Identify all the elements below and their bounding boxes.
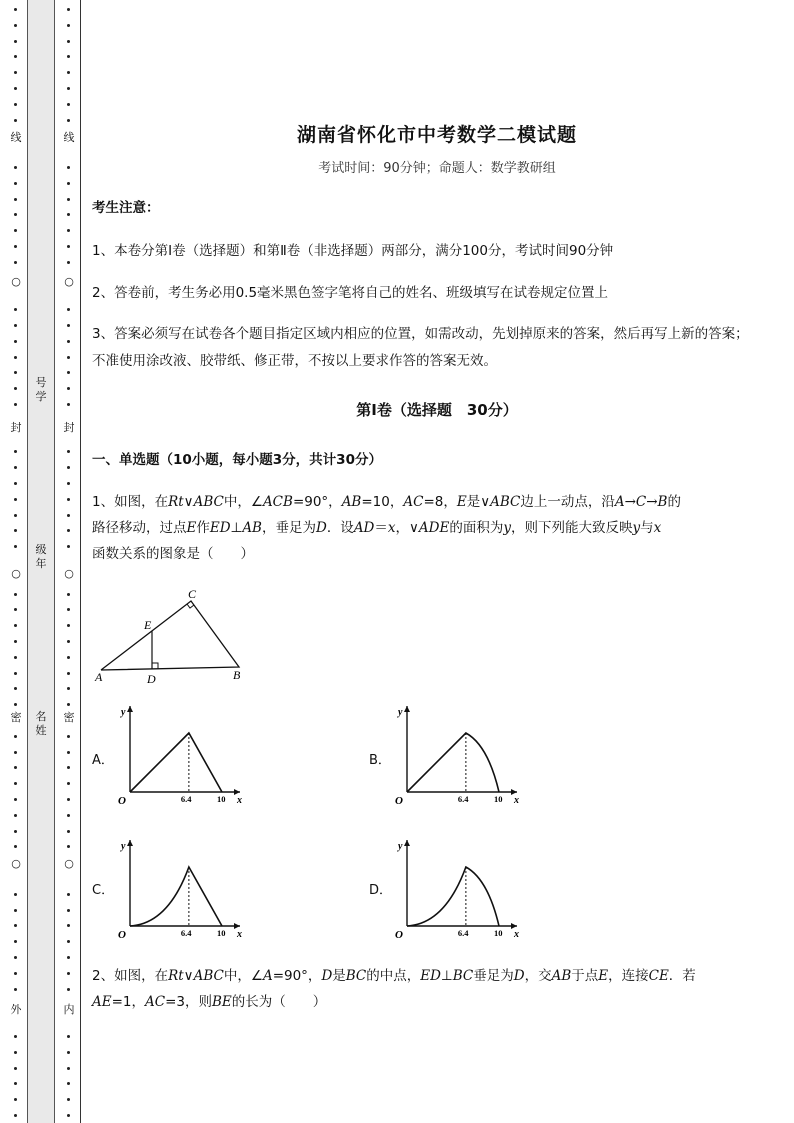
math-expr: A→C→B [614, 494, 668, 510]
q-text: ．若 [668, 968, 696, 984]
dot [67, 545, 70, 548]
math-expr: Rt∨ABC [168, 968, 224, 984]
dot [14, 71, 17, 74]
exam-subtitle: 考试时间：90分钟；命题人：数学教研组 [318, 161, 556, 176]
dot [67, 830, 70, 833]
dot [14, 735, 17, 738]
q-text: 垂足为 [473, 968, 514, 984]
y-axis-label: y [121, 841, 126, 852]
dot [14, 956, 17, 959]
math-expr: AC [145, 994, 166, 1010]
q-text: ，连接 [608, 968, 649, 984]
q-text: 1、如图，在 [92, 494, 169, 510]
q-text: 2、如图，在 [92, 968, 169, 984]
q-text: ＝ [374, 520, 388, 536]
tick-label: 6.4 [180, 794, 192, 804]
dot [14, 845, 17, 848]
label-E: E [144, 618, 152, 632]
dot [67, 672, 70, 675]
math-expr: x [387, 520, 396, 536]
dot [14, 814, 17, 817]
dot [14, 229, 17, 232]
inner-dotted-line [64, 0, 74, 1123]
q-text: 是 [332, 968, 346, 984]
dot [67, 782, 70, 785]
q-text: ⊥ [440, 968, 453, 984]
dot [67, 119, 70, 122]
grade-field [27, 543, 55, 571]
dot [67, 198, 70, 201]
dot [67, 55, 70, 58]
option-c-graph[interactable] [112, 834, 252, 940]
y-axis-label: y [398, 707, 403, 718]
dot [67, 735, 70, 738]
q-text: 于点 [571, 968, 599, 984]
math-expr: E [456, 494, 467, 510]
option-d-label[interactable]: D． [369, 883, 393, 898]
dot [67, 640, 70, 643]
q-text: 中，∠ [223, 494, 263, 510]
dot [67, 687, 70, 690]
dot [67, 514, 70, 517]
q-text: 作 [196, 520, 210, 536]
dot [67, 229, 70, 232]
dot [14, 340, 17, 343]
option-a-graph[interactable] [112, 700, 252, 806]
field-char: 级 [35, 543, 47, 556]
math-expr: E [186, 520, 197, 536]
question-2-text [92, 963, 752, 1015]
dot [67, 940, 70, 943]
dot [14, 830, 17, 833]
dot [14, 356, 17, 359]
tick-label: 6.4 [457, 928, 469, 938]
field-char: 学 [35, 390, 47, 403]
q-text: 路径移动，过点 [92, 520, 187, 536]
function-curve [407, 867, 499, 926]
q-text: ， [395, 520, 410, 536]
y-axis-arrow [127, 840, 133, 846]
dot [67, 340, 70, 343]
dot [67, 1098, 70, 1101]
notice-heading: 考生注意： [92, 200, 160, 216]
q-text: ，垂足为 [261, 520, 316, 536]
dot [67, 8, 70, 11]
dot [67, 166, 70, 169]
q-text: 边上一动点，沿 [520, 494, 615, 510]
q-text: =3，则 [165, 994, 213, 1010]
notice-item: 3、答案必须写在试卷各个题目指定区域内相应的位置，如需改动，先划掉原来的答案，然后再写上新的答案；不准使用涂改液、胶带纸、修正带，不按以上要求作答的答案无效。 [92, 326, 749, 369]
dot [67, 845, 70, 848]
dot [67, 624, 70, 627]
dot [67, 893, 70, 896]
dot [67, 245, 70, 248]
q-text: =1， [111, 994, 146, 1010]
dot [67, 703, 70, 706]
dot [14, 261, 17, 264]
dot [67, 466, 70, 469]
dot [14, 1051, 17, 1054]
dot [67, 371, 70, 374]
binding-mark: 密 [63, 711, 75, 724]
option-a-label[interactable]: A． [92, 753, 114, 768]
field-char: 姓 [35, 724, 47, 737]
dot [67, 1035, 70, 1038]
math-expr: Rt∨ABC [168, 494, 224, 510]
q-text: 的 [667, 494, 681, 510]
math-expr: A [262, 968, 273, 984]
dot [14, 166, 17, 169]
dot [14, 703, 17, 706]
dot [67, 213, 70, 216]
dot [67, 103, 70, 106]
dot [67, 387, 70, 390]
math-expr: AB [551, 968, 572, 984]
binding-mark: 外 [10, 1003, 22, 1016]
dot [14, 529, 17, 532]
dot [67, 593, 70, 596]
outer-dotted-line [11, 0, 21, 1123]
x-axis-label: x [237, 795, 242, 806]
dot [67, 1114, 70, 1117]
q-text: 的面积为 [449, 520, 504, 536]
dot [14, 371, 17, 374]
dot [67, 956, 70, 959]
dot [14, 245, 17, 248]
q-text: 与 [640, 520, 654, 536]
math-expr: ED [209, 520, 231, 536]
math-expr: AD [353, 520, 375, 536]
dot [14, 387, 17, 390]
math-expr: ∨ABC [480, 494, 521, 510]
dot [14, 466, 17, 469]
dot [14, 24, 17, 27]
dot [67, 356, 70, 359]
dot [14, 514, 17, 517]
math-expr: y [503, 520, 511, 536]
dot [14, 640, 17, 643]
origin-label: O [395, 929, 403, 940]
label-D: D [147, 672, 156, 685]
q-text: 中，∠ [223, 968, 263, 984]
y-axis-label: y [398, 841, 403, 852]
function-curve [130, 867, 222, 926]
q-text: ⊥ [230, 520, 243, 536]
dot [14, 1082, 17, 1085]
q-text: =90°， [292, 494, 342, 510]
dot [14, 8, 17, 11]
dot [67, 751, 70, 754]
triangle-edges [101, 601, 239, 670]
dot [14, 1098, 17, 1101]
dot [67, 909, 70, 912]
math-expr: D [315, 520, 327, 536]
section-heading: 一、单选题（10小题，每小题3分，共计30分） [92, 452, 382, 468]
dot [14, 924, 17, 927]
binding-mark: 线 [10, 131, 22, 144]
dot [67, 182, 70, 185]
dot [67, 403, 70, 406]
binding-mark: ○ [11, 857, 21, 870]
binding-mark: ○ [11, 567, 21, 580]
dot [67, 798, 70, 801]
dot [67, 308, 70, 311]
dot [67, 40, 70, 43]
option-b-graph[interactable] [389, 700, 529, 806]
math-expr: y [632, 520, 641, 536]
tick-label: 10 [217, 928, 226, 938]
label-B: B [233, 668, 241, 682]
dot [14, 103, 17, 106]
binding-margin [0, 0, 90, 1123]
q-text: 函数关系的图象是（ ） [92, 546, 254, 562]
function-curve [407, 733, 499, 792]
question-1-text [92, 489, 752, 567]
q-text: ，交 [524, 968, 552, 984]
math-expr: x [653, 520, 662, 536]
binding-mark: 封 [10, 421, 22, 434]
dot [14, 1114, 17, 1117]
binding-mark: 密 [10, 711, 22, 724]
binding-mark: 线 [63, 131, 75, 144]
dot [14, 608, 17, 611]
q-text: =10， [361, 494, 404, 510]
y-axis-arrow [404, 706, 410, 712]
dot [67, 1082, 70, 1085]
math-expr: BC [345, 968, 367, 984]
dot [14, 545, 17, 548]
dot [14, 119, 17, 122]
origin-label: O [395, 795, 403, 806]
math-expr: E [598, 968, 609, 984]
dot [14, 798, 17, 801]
dot [67, 924, 70, 927]
dot [67, 766, 70, 769]
dot [14, 593, 17, 596]
dot [67, 1067, 70, 1070]
math-expr: AE [92, 994, 112, 1010]
student-id-field [27, 376, 55, 404]
dot [67, 1051, 70, 1054]
triangle-figure [92, 585, 262, 685]
option-c-label[interactable]: C． [92, 883, 115, 898]
notice-item: 1、本卷分第Ⅰ卷（选择题）和第Ⅱ卷（非选择题）两部分，满分100分，考试时间90分钟 [92, 243, 614, 259]
dot [67, 482, 70, 485]
field-char: 年 [35, 557, 47, 570]
field-char: 号 [35, 376, 47, 389]
q-text: 的长为（ ） [231, 994, 327, 1010]
dot [14, 624, 17, 627]
field-char: 名 [35, 710, 47, 723]
function-curve [130, 733, 222, 792]
dot [14, 308, 17, 311]
dot [14, 40, 17, 43]
dot [14, 687, 17, 690]
binding-mark: ○ [64, 567, 74, 580]
origin-label: O [118, 929, 126, 940]
math-expr: AB [242, 520, 262, 536]
dot [14, 988, 17, 991]
page-title: 湖南省怀化市中考数学二模试题 [296, 124, 577, 146]
binding-mark: ○ [64, 857, 74, 870]
dot [14, 198, 17, 201]
dot [67, 450, 70, 453]
dot [14, 182, 17, 185]
dot [67, 814, 70, 817]
dot [67, 87, 70, 90]
name-field [27, 710, 55, 738]
q-text: ，则下列能大致反映 [510, 520, 633, 536]
math-expr: AB [341, 494, 362, 510]
q-text: =8， [423, 494, 457, 510]
dot [67, 261, 70, 264]
label-A: A [95, 670, 103, 684]
math-expr: ED [420, 968, 441, 984]
dot [14, 213, 17, 216]
right-angle-mark-D [152, 663, 158, 669]
x-axis-label: x [237, 929, 242, 940]
math-expr: D [321, 968, 333, 984]
q-text: ．设 [326, 520, 354, 536]
dot [14, 672, 17, 675]
math-expr: AC [403, 494, 424, 510]
dot [14, 1035, 17, 1038]
origin-label: O [118, 795, 126, 806]
binding-mark: 内 [63, 1003, 75, 1016]
dot [14, 782, 17, 785]
dot [67, 24, 70, 27]
dot [14, 751, 17, 754]
dot [67, 656, 70, 659]
y-axis-arrow [127, 706, 133, 712]
tick-label: 10 [217, 794, 226, 804]
math-expr: ∨ADE [409, 520, 450, 536]
notice-item: 2、答卷前，考生务必用0.5毫米黑色签字笔将自己的姓名、班级填写在试卷规定位置上 [92, 285, 609, 301]
q-text: =90°， [272, 968, 322, 984]
dot [67, 498, 70, 501]
dot [14, 656, 17, 659]
dot [14, 450, 17, 453]
x-axis-label: x [514, 795, 519, 806]
dot [14, 1067, 17, 1070]
q-text: 的中点， [366, 968, 421, 984]
tick-label: 10 [494, 928, 503, 938]
dot [14, 482, 17, 485]
y-axis-label: y [121, 707, 126, 718]
dot [14, 766, 17, 769]
dot [14, 972, 17, 975]
dot [14, 498, 17, 501]
dot [14, 893, 17, 896]
dot [67, 988, 70, 991]
math-expr: CE [648, 968, 669, 984]
tick-label: 6.4 [180, 928, 192, 938]
dot [14, 87, 17, 90]
option-b-label[interactable]: B． [369, 753, 391, 768]
math-expr: D [513, 968, 525, 984]
math-expr: ACB [262, 494, 293, 510]
dot [67, 529, 70, 532]
label-C: C [188, 587, 197, 601]
tick-label: 6.4 [457, 794, 469, 804]
x-axis-label: x [514, 929, 519, 940]
math-expr: BE [212, 994, 232, 1010]
dot [67, 71, 70, 74]
part1-title: 第Ⅰ卷（选择题 30分） [356, 401, 518, 419]
binding-mark: ○ [11, 275, 21, 288]
binding-mark: 封 [63, 421, 75, 434]
q-text: 是 [466, 494, 481, 510]
dot [67, 324, 70, 327]
dot [14, 55, 17, 58]
dot [14, 403, 17, 406]
dot [14, 909, 17, 912]
dot [67, 972, 70, 975]
tick-label: 10 [494, 794, 503, 804]
option-d-graph[interactable] [389, 834, 529, 940]
y-axis-arrow [404, 840, 410, 846]
dot [67, 608, 70, 611]
binding-mark: ○ [64, 275, 74, 288]
math-expr: BC [452, 968, 474, 984]
dot [14, 324, 17, 327]
margin-border-line [80, 0, 81, 1123]
dot [14, 940, 17, 943]
